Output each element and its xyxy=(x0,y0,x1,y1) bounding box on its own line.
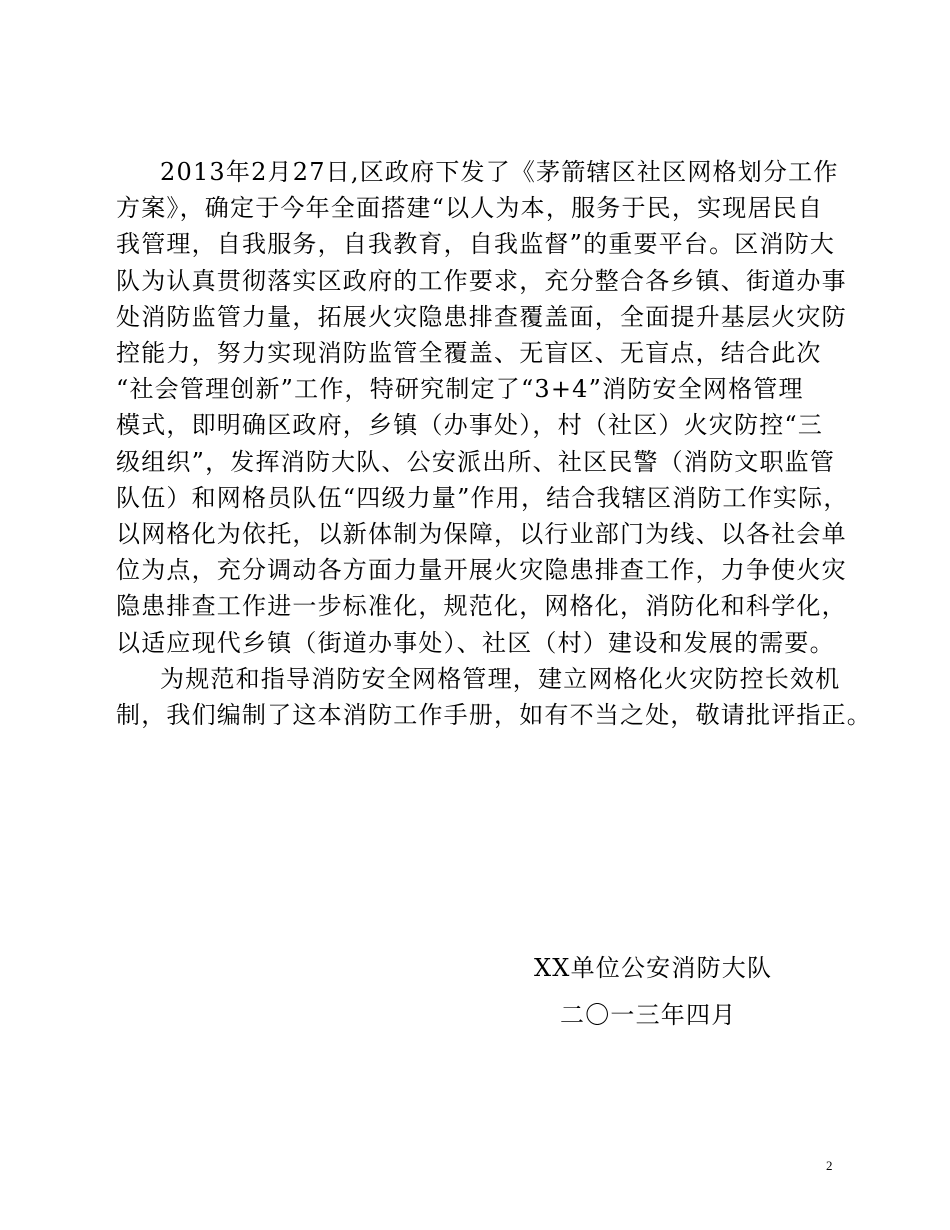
paragraph-1-line-7: “社会管理创新”工作，特研究制定了“3+4”消防安全网格管理 xyxy=(116,375,804,404)
paragraph-1-line-5: 处消防监管力量，拓展火灾隐患排查覆盖面，全面提升基层火灾防 xyxy=(116,302,847,331)
signature-organization: XX单位公安消防大队 xyxy=(534,954,773,982)
paragraph-1-line-4: 队为认真贯彻落实区政府的工作要求，充分整合各乡镇、街道办事 xyxy=(116,266,847,295)
paragraph-1-line-13: 隐患排查工作进一步标准化，规范化，网格化，消防化和科学化， xyxy=(116,592,847,621)
paragraph-1-line-2: 方案》，确定于今年全面搭建“以人为本，服务于民，实现居民自 xyxy=(116,194,824,223)
paragraph-1-line-3: 我管理，自我服务，自我教育，自我监督”的重要平台。区消防大 xyxy=(116,230,836,259)
paragraph-1-line-14: 以适应现代乡镇（街道办事处）、社区（村）建设和发展的需要。 xyxy=(116,628,835,657)
signature-date: 二〇一三年四月 xyxy=(560,1001,737,1029)
paragraph-1-line-12: 位为点，充分调动各方面力量开展火灾隐患排查工作，力争使火灾 xyxy=(116,556,847,585)
paragraph-1-line-6: 控能力，努力实现消防监管全覆盖、无盲区、无盲点，结合此次 xyxy=(116,339,822,368)
body-text xyxy=(116,154,872,733)
paragraph-1-line-11: 以网格化为依托，以新体制为保障，以行业部门为线、以各社会单 xyxy=(116,520,847,549)
paragraph-1-line-1: 2013年2月27日,区政府下发了《茅箭辖区社区网格划分工作 xyxy=(160,158,839,186)
paragraph-2-line-2: 制，我们编制了这本消防工作手册，如有不当之处，敬请批评指正。 xyxy=(116,701,872,730)
page-number: 2 xyxy=(826,1158,833,1173)
paragraph-1-line-9: 级组织”，发挥消防大队、公安派出所、社区民警（消防文职监管 xyxy=(116,447,836,476)
paragraph-2-line-1: 为规范和指导消防安全网格管理，建立网格化火灾防控长效机 xyxy=(160,664,841,693)
paragraph-1-line-8: 模式，即明确区政府，乡镇（办事处），村（社区）火灾防控“三 xyxy=(116,411,824,440)
paragraph-1-line-10: 队伍）和网格员队伍“四级力量”作用，结合我辖区消防工作实际， xyxy=(116,483,849,512)
